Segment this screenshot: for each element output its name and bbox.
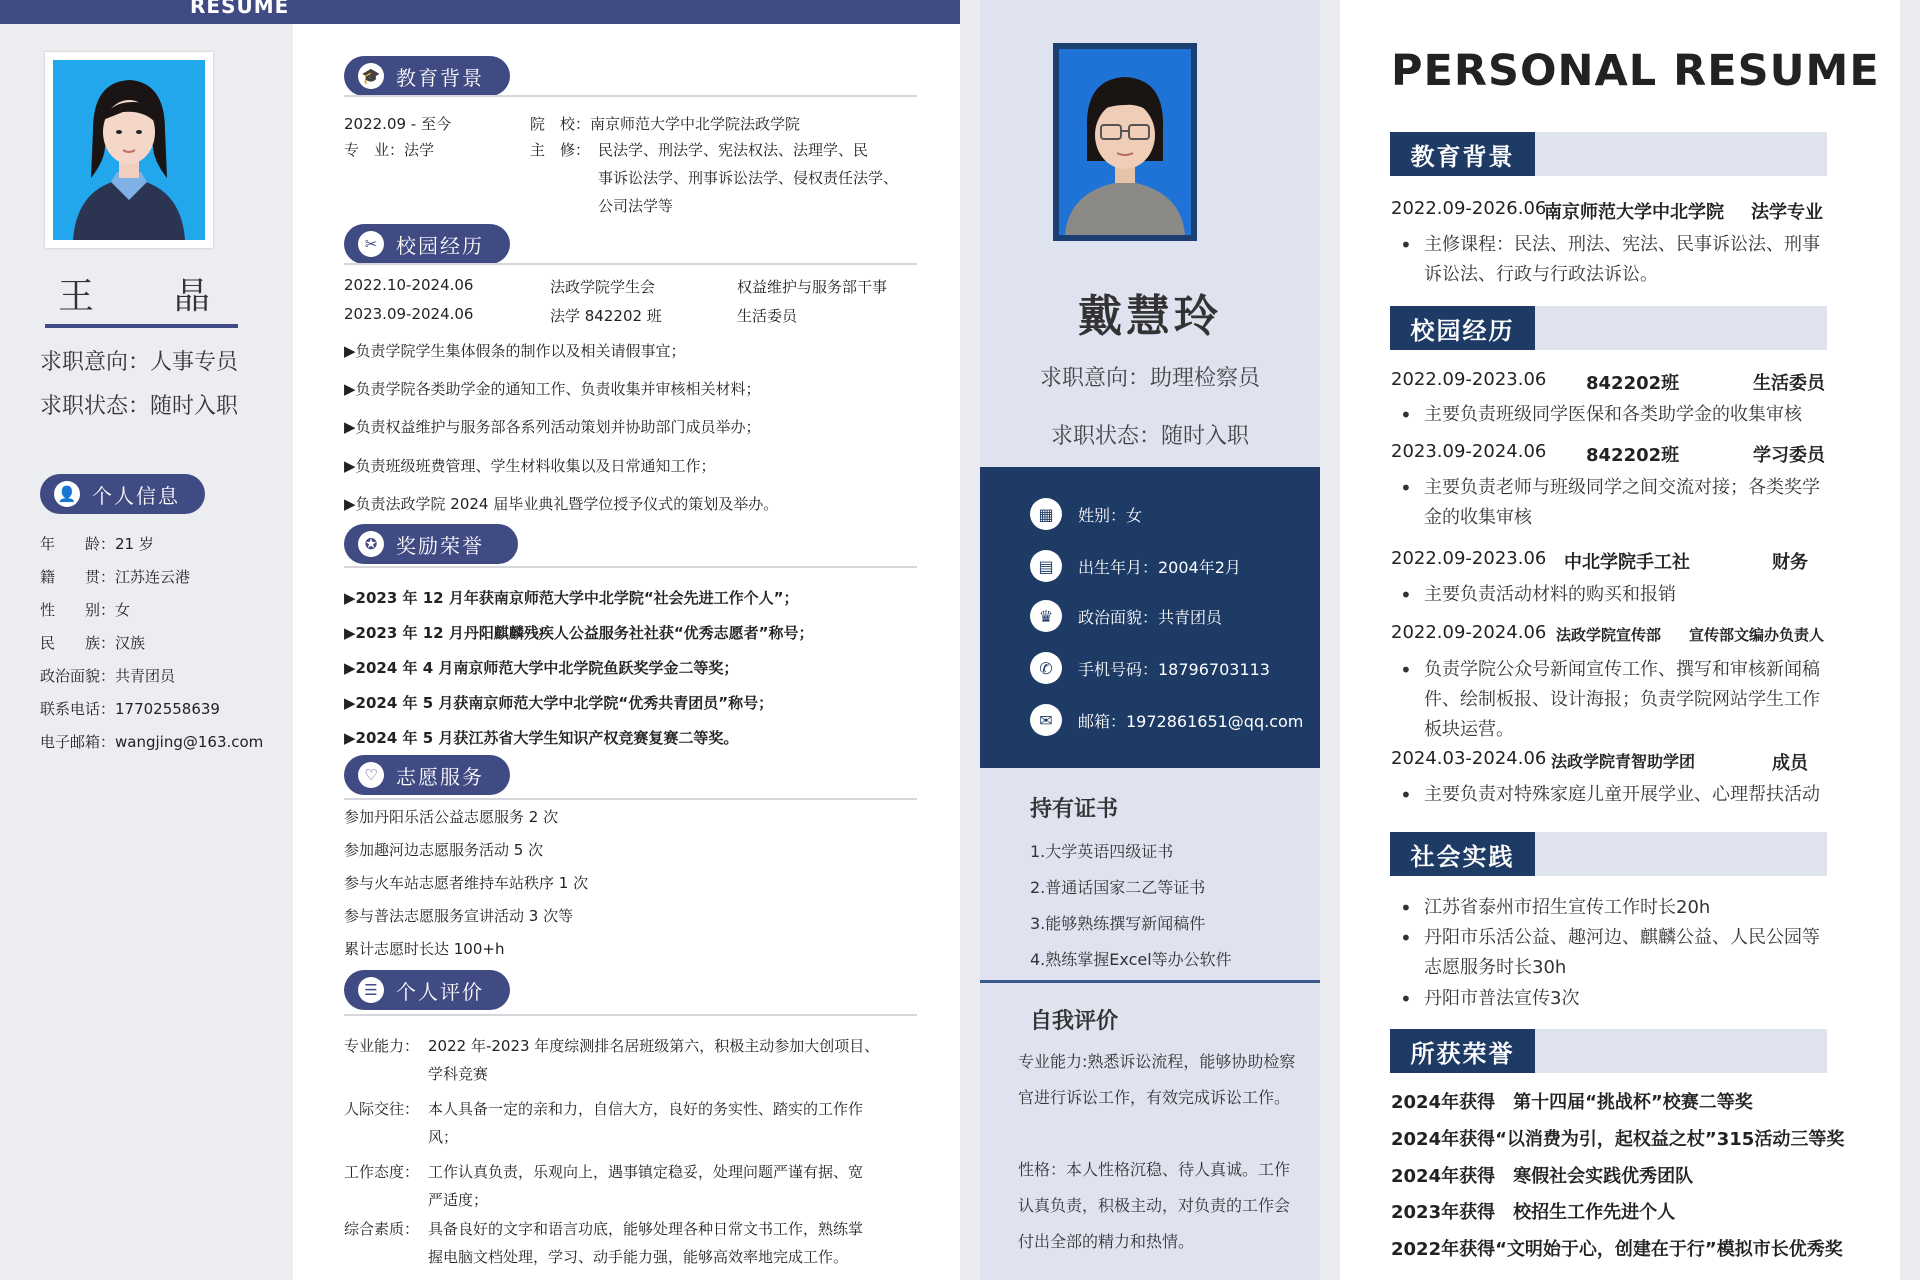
campus-role: 学习委员 — [1753, 445, 1825, 466]
campus-bullet: • 主要负责活动材料的购买和报销 — [1400, 580, 1830, 610]
section-campus — [1390, 306, 1827, 350]
info-text: 手机号码：18796703113 — [1078, 659, 1270, 679]
section-divider — [344, 566, 917, 568]
resume-3 — [1340, 0, 1900, 1280]
tools-icon: ✂ — [358, 231, 384, 257]
campus-bullet: • 主要负责班级同学医保和各类助学金的收集审核 — [1400, 400, 1830, 430]
info-text: 政治面貌：共青团员 — [1078, 607, 1223, 627]
campus-bullet: • 主要负责老师与班级同学之间交流对接；各类奖学金的收集审核 — [1400, 473, 1830, 533]
evaluation-paragraph: 专业能力:熟悉诉讼流程，能够协助检察官进行诉讼工作，有效完成诉讼工作。 — [1018, 1052, 1296, 1107]
volunteer-item: 累计志愿时长达 100+h — [344, 940, 505, 958]
profile-photo — [1053, 43, 1197, 241]
section-title: 教育背景 — [396, 65, 484, 90]
edu-period: 2022.09-2026.06 — [1391, 198, 1547, 219]
info-political: 政治面貌：共青团员 — [40, 667, 176, 685]
medal-icon: ✪ — [358, 531, 384, 557]
candidate-name: 戴慧玲 — [1078, 291, 1222, 342]
heart-icon: ♡ — [358, 762, 384, 788]
campus-bullet: • 负责学院公众号新闻宣传工作、撰写和审核新闻稿件、绘制板报、设计海报；负责学院网站学生工作板块运营。 — [1400, 655, 1830, 745]
edu-courses-line: 事诉讼法学、刑事诉讼法学、侵权责任法学、 — [598, 169, 899, 187]
practice-item: • 江苏省泰州市招生宣传工作时长20h — [1400, 893, 1830, 923]
campus-org: 842202班 — [1586, 373, 1680, 394]
email-icon: ✉ — [1030, 704, 1062, 736]
campus-org: 法政学院宣传部 — [1556, 626, 1662, 644]
info-hometown: 籍 贯：江苏连云港 — [40, 568, 191, 586]
honor-item: 2024年获得“以消费为引，起权益之杖”315活动三等奖 — [1391, 1129, 1845, 1150]
certificate-item: 1.大学英语四级证书 — [1030, 842, 1174, 861]
info-email — [1030, 704, 1303, 736]
eval-text: 工作认真负责，乐观向上，遇事镇定稳妥，处理问题严谨有据、宽 — [428, 1163, 864, 1181]
info-text: 邮箱：1972861651@qq.com — [1078, 711, 1304, 731]
campus-period: 2022.09-2023.06 — [1391, 369, 1547, 390]
campus-role: 权益维护与服务部干事 — [737, 278, 888, 296]
edu-courses-line: 公司法学等 — [598, 197, 674, 215]
section-divider — [344, 1014, 917, 1016]
practice-item: • 丹阳市普法宣传3次 — [1400, 984, 1830, 1014]
section-personal-info — [40, 474, 205, 514]
list-icon: ☰ — [358, 977, 384, 1003]
profile-photo — [45, 52, 213, 248]
job-status: 求职状态：随时入职 — [40, 394, 239, 419]
section-title: 教育背景 — [1390, 132, 1535, 176]
section-divider — [344, 263, 917, 265]
info-phone: 联系电话：17702558639 — [40, 700, 220, 718]
building-icon: ▤ — [1030, 550, 1062, 582]
eval-label: 专业能力： — [344, 1037, 420, 1055]
eval-text: 具备良好的文字和语言功底，能够处理各种日常文书工作，熟练掌 — [428, 1220, 864, 1238]
user-icon: 👤 — [54, 481, 80, 507]
campus-role: 宣传部文编办负责人 — [1689, 626, 1825, 644]
honor-item: 2024年获得 寒假社会实践优秀团队 — [1391, 1166, 1694, 1187]
personal-info-panel — [980, 467, 1320, 768]
edu-school: 院 校：南京师范大学中北学院法政学院 — [530, 115, 801, 133]
edu-period: 2022.09 - 至今 — [344, 115, 451, 133]
info-text: 姓别：女 — [1078, 505, 1143, 525]
resume-title: PERSONAL RESUME — [1391, 46, 1880, 96]
edu-bullet: • 主修课程：民法、刑法、宪法、民事诉讼法、刑事诉讼法、行政与行政法诉讼。 — [1400, 230, 1830, 290]
resume-2 — [980, 0, 1320, 1280]
info-text: 出生年月：2004年2月 — [1078, 557, 1241, 577]
edu-major: 法学专业 — [1751, 202, 1823, 223]
info-gender — [1030, 498, 1142, 530]
volunteer-item: 参与普法志愿服务宣讲活动 3 次等 — [344, 907, 574, 925]
eval-label: 人际交往： — [344, 1100, 420, 1118]
eval-text: 学科竞赛 — [428, 1065, 489, 1083]
edu-school: 南京师范大学中北学院 — [1544, 202, 1724, 223]
campus-org: 842202班 — [1586, 445, 1680, 466]
certificate-item: 4.熟练掌握Excel等办公软件 — [1030, 950, 1232, 969]
certificate-item: 3.能够熟练撰写新闻稿件 — [1030, 914, 1206, 933]
edu-courses-line: 民法学、刑法学、宪法权法、法理学、民 — [598, 141, 869, 159]
campus-period: 2024.03-2024.06 — [1391, 748, 1547, 769]
award-item: ▶2023 年 12 月年获南京师范大学中北学院“社会先进工作个人”； — [344, 589, 799, 607]
section-title: 校园经历 — [1390, 306, 1535, 350]
job-status: 求职状态：随时入职 — [1050, 424, 1249, 449]
campus-role: 生活委员 — [1753, 373, 1825, 394]
person-portrait — [1059, 49, 1191, 235]
eval-label: 综合素质： — [344, 1220, 420, 1238]
info-gender: 性 别：女 — [40, 601, 131, 619]
eval-text: 严适度； — [428, 1191, 489, 1209]
info-phone — [1030, 652, 1270, 684]
section-divider — [344, 798, 917, 800]
section-evaluation — [344, 970, 510, 1010]
volunteer-item: 参与火车站志愿者维持车站秩序 1 次 — [344, 874, 589, 892]
campus-item: ▶负责班级班费管理、学生材料收集以及日常通知工作； — [344, 457, 716, 475]
award-item: ▶2023 年 12 月丹阳麒麟残疾人公益服务社社获“优秀志愿者”称号； — [344, 624, 814, 642]
trophy-icon: ♛ — [1030, 600, 1062, 632]
campus-role: 生活委员 — [737, 307, 798, 325]
edu-major: 专 业：法学 — [344, 141, 435, 159]
section-title: 志愿服务 — [396, 764, 484, 789]
graduation-cap-icon: 🎓 — [358, 63, 384, 89]
job-intent: 求职意向：助理检察员 — [1039, 366, 1260, 391]
section-title: 奖励荣誉 — [396, 533, 484, 558]
section-title: 校园经历 — [396, 233, 484, 258]
honor-item: 2024年获得 第十四届“挑战杯”校赛二等奖 — [1391, 1092, 1753, 1113]
edu-courses-label: 主 修： — [530, 141, 591, 159]
eval-text: 2022 年-2023 年度综测排名居班级第六，积极主动参加大创项目、 — [428, 1037, 880, 1055]
candidate-name: 王 晶 — [57, 276, 232, 317]
info-political — [1030, 600, 1222, 632]
award-item: ▶2024 年 5 月获江苏省大学生知识产权竞赛复赛二等奖。 — [344, 729, 739, 747]
section-divider — [344, 95, 917, 97]
evaluation-paragraph: 性格：本人性格沉稳、待人真诚。工作认真负责，积极主动，对负责的工作会付出全部的精力和热情。 — [1018, 1160, 1291, 1251]
campus-period: 2022.09-2023.06 — [1391, 548, 1547, 569]
campus-item: ▶负责权益维护与服务部各系列活动策划并协助部门成员举办； — [344, 418, 761, 436]
campus-role: 财务 — [1772, 552, 1808, 573]
campus-bullet: • 主要负责对特殊家庭儿童开展学业、心理帮扶活动 — [1400, 780, 1830, 810]
campus-period: 2023.09-2024.06 — [344, 305, 474, 323]
section-practice — [1390, 832, 1827, 876]
section-volunteer — [344, 755, 510, 795]
job-intent: 求职意向：人事专员 — [40, 350, 239, 375]
person-portrait — [53, 60, 205, 240]
info-age: 年 龄：21 岁 — [40, 535, 154, 553]
info-ethnicity: 民 族：汉族 — [40, 634, 146, 652]
campus-org: 法学 842202 班 — [550, 307, 662, 325]
campus-period: 2022.09-2024.06 — [1391, 622, 1547, 643]
id-card-icon: ▦ — [1030, 498, 1062, 530]
campus-item: ▶负责学院学生集体假条的制作以及相关请假事宜； — [344, 342, 686, 360]
top-banner — [0, 0, 960, 24]
campus-period: 2022.10-2024.06 — [344, 276, 474, 294]
award-item: ▶2024 年 4 月南京师范大学中北学院鱼跃奖学金二等奖； — [344, 659, 739, 677]
eval-text: 本人具备一定的亲和力，自信大方，良好的务实性、踏实的工作作 — [428, 1100, 864, 1118]
section-evaluation-title: 自我评价 — [1030, 1009, 1119, 1034]
campus-org: 法政学院学生会 — [550, 278, 656, 296]
section-campus — [344, 224, 510, 264]
award-item: ▶2024 年 5 月获南京师范大学中北学院“优秀共青团员”称号； — [344, 694, 774, 712]
section-title: 个人信息 — [92, 483, 180, 508]
honor-item: 2023年获得 校招生工作先进个人 — [1391, 1202, 1676, 1223]
info-email: 电子邮箱：wangjing@163.com — [40, 733, 264, 751]
campus-item: ▶负责法政学院 2024 届毕业典礼暨学位授予仪式的策划及举办。 — [344, 495, 779, 513]
eval-text: 握电脑文档处理，学习、动手能力强，能够高效率地完成工作。 — [428, 1248, 849, 1266]
eval-text: 风； — [428, 1128, 459, 1146]
honor-item: 2022年获得“文明始于心，创建在于行”模拟市长优秀奖 — [1391, 1239, 1843, 1260]
name-underline — [45, 324, 238, 328]
volunteer-item: 参加丹阳乐活公益志愿服务 2 次 — [344, 808, 559, 826]
volunteer-item: 参加趣河边志愿服务活动 5 次 — [344, 841, 544, 859]
campus-org: 法政学院青智助学团 — [1551, 752, 1696, 771]
section-honors — [1390, 1029, 1827, 1073]
campus-item: ▶负责学院各类助学金的通知工作、负责收集并审核相关材料； — [344, 380, 761, 398]
phone-icon: ✆ — [1030, 652, 1062, 684]
section-title: 个人评价 — [396, 979, 484, 1004]
practice-item: • 丹阳市乐活公益、趣河边、麒麟公益、人民公园等志愿服务时长30h — [1400, 923, 1830, 983]
section-divider — [980, 980, 1320, 983]
section-title: 所获荣誉 — [1390, 1029, 1535, 1073]
section-certificates-title: 持有证书 — [1030, 797, 1119, 822]
campus-period: 2023.09-2024.06 — [1391, 441, 1547, 462]
banner-title: RESUME — [190, 0, 290, 18]
info-birth — [1030, 550, 1241, 582]
eval-label: 工作态度： — [344, 1163, 420, 1181]
campus-role: 成员 — [1772, 753, 1808, 774]
section-title: 社会实践 — [1390, 832, 1535, 876]
campus-org: 中北学院手工社 — [1564, 552, 1690, 573]
section-education — [344, 56, 510, 96]
section-education — [1390, 132, 1827, 176]
certificate-item: 2.普通话国家二乙等证书 — [1030, 878, 1206, 897]
section-awards — [344, 524, 518, 564]
